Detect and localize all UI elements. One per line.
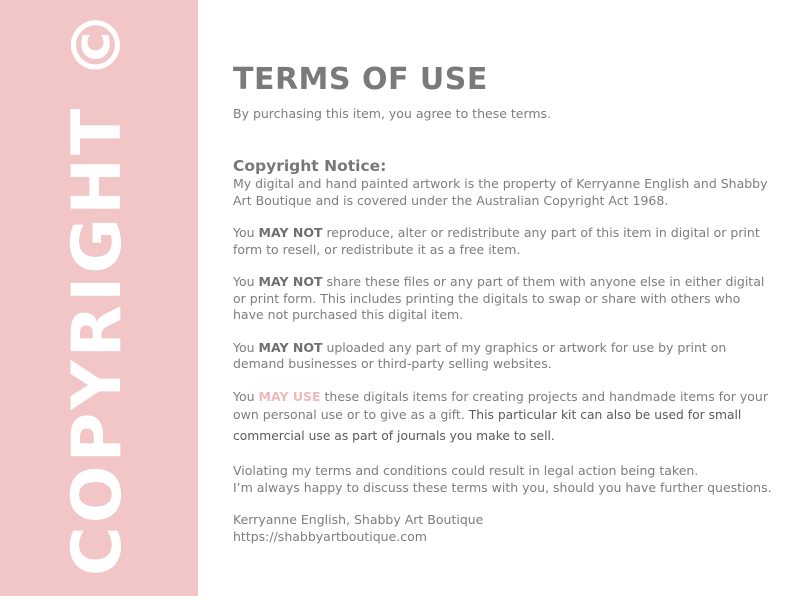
terms-content [233, 62, 773, 545]
website-url: https://shabbyartboutique.com [233, 528, 427, 544]
may-not-keyword: MAY NOT [258, 225, 323, 240]
term-prefix: You [233, 274, 259, 289]
term-prefix: You [233, 339, 259, 355]
signature-name: Kerryanne English, Shabby Art Boutique [233, 512, 484, 527]
contact-text: I’m always happy to discuss these terms with you, should you have further questions. [233, 479, 772, 495]
may-not-keyword: MAY NOT [258, 339, 323, 355]
term-paragraph [233, 225, 773, 258]
page-title: TERMS OF USE [233, 62, 488, 97]
copyright-vertical-text: COPYRIGHT © [58, 7, 137, 577]
term-prefix: You [233, 388, 259, 404]
may-not-keyword: MAY NOT [258, 274, 323, 289]
copyright-notice-heading: Copyright Notice: [233, 157, 387, 175]
term-text: reproduce, alter or redistribute any part of this item in digital or print form to resell, or redistribute it as a free item. [233, 225, 760, 257]
commercial-use-text: This particular kit can also be used for small commercial use as part of journals you make to sell. [233, 408, 742, 443]
may-use-keyword: MAY USE [258, 388, 321, 404]
may-use-paragraph [233, 389, 773, 448]
closing-paragraph [233, 463, 773, 496]
violation-text: Violating my terms and conditions could result in legal action being taken. [233, 463, 699, 478]
term-paragraph [233, 340, 773, 373]
page-subtitle: By purchasing this item, you agree to these terms. [233, 106, 552, 121]
term-text: uploaded any part of my graphics or artwork for use by print on demand businesses or third-party selling websites. [233, 339, 727, 371]
term-text: share these files or any part of them with anyone else in either digital or print form. This includes printing the digitals to swap or share with others who have not purchased this digital item. [233, 274, 765, 322]
term-prefix: You [233, 225, 259, 240]
copyright-sidebar [0, 0, 198, 596]
term-text: these digitals items for creating projects and handmade items for your own personal use or to give as a gift. [233, 388, 768, 422]
signature-block [233, 512, 773, 545]
term-paragraph [233, 274, 773, 324]
ownership-paragraph: My digital and hand painted artwork is the property of Kerryanne English and Shabby Art Boutique and is covered under the Australian Copyright Act 1968. [233, 176, 768, 208]
